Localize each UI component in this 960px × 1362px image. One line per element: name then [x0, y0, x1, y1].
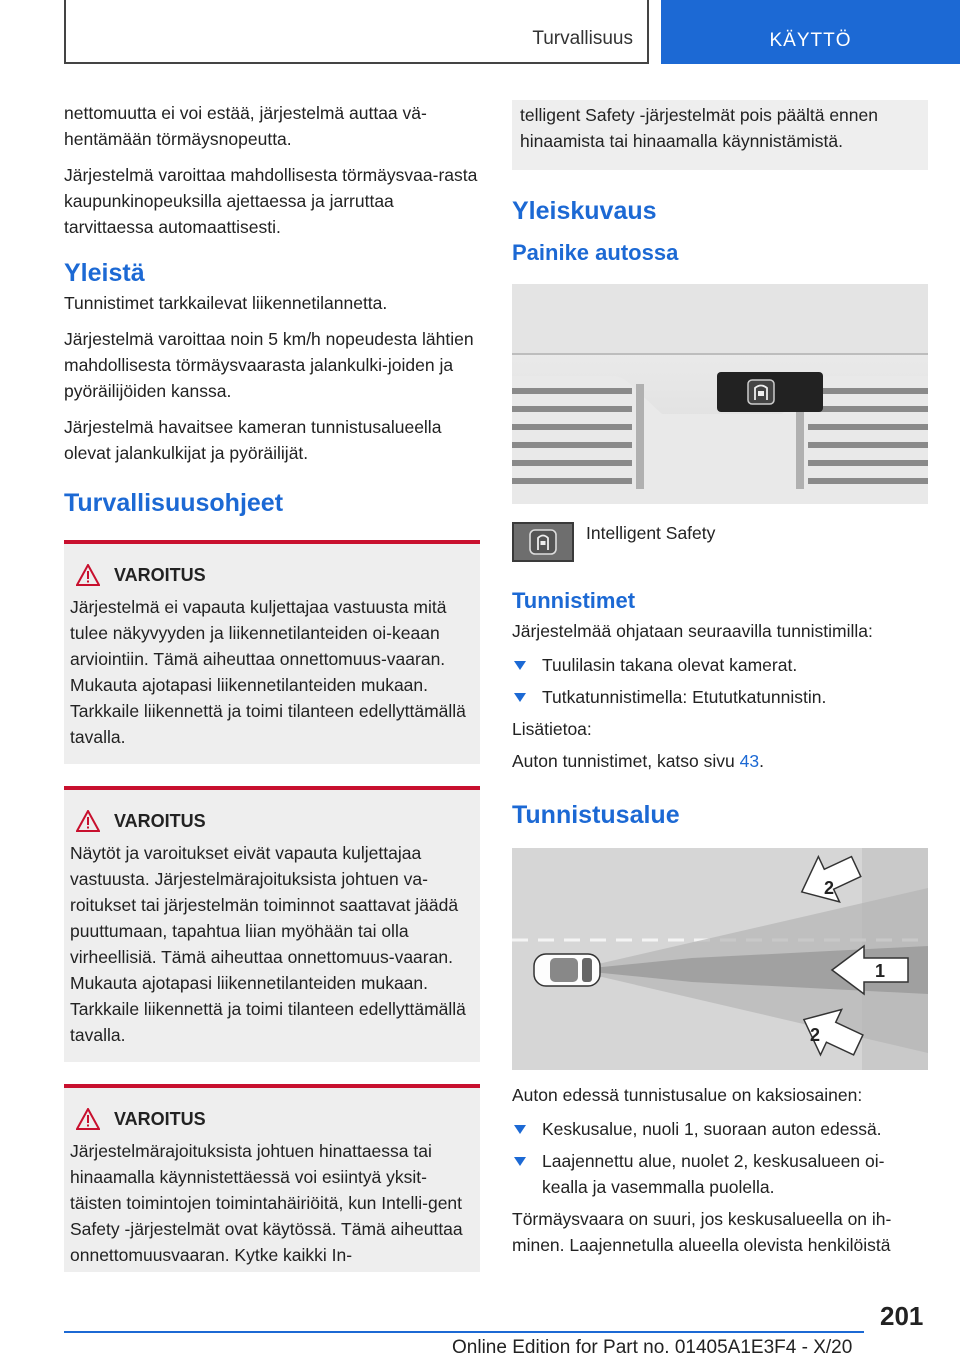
footer-edition: Online Edition for Part no. 01405A1E3F4 - X/20 — [452, 1337, 853, 1358]
warning-text: Järjestelmärajoituksista johtuen hinattaessa tai hinaamalla käynnistettäessä voi esiintyä yksit-täisten toimintojen toimintahäiriöitä, kun Intelli-gent Safety -järjestelmät ovat käytössä. Tämä aiheuttaa onnettomuusvaaran. Kytke kaikki In- — [70, 1141, 463, 1265]
button-caption: Intelligent Safety — [586, 523, 716, 543]
warning-continuation — [512, 100, 928, 170]
paragraph-reference: Auton tunnistimet, katso sivu 43. — [512, 751, 764, 771]
warning-triangle-icon — [76, 564, 100, 586]
warning-title: VAROITUS — [114, 1109, 206, 1129]
paragraph: Tunnistimet tarkkailevat liikennetilannetta. — [64, 293, 388, 313]
bullet-triangle-icon — [514, 661, 526, 670]
paragraph: telligent Safety -järjestelmät pois päältä ennen hinaamista tai hinaamalla käynnistämistä. — [520, 105, 878, 151]
paragraph: Järjestelmä varoittaa mahdollisesta törmäysvaa-rasta kaupunkinopeuksilla ajettaessa ja jarruttaa tarvittaessa automaattisesti. — [64, 165, 478, 237]
paragraph: Auton edessä tunnistusalue on kaksiosainen: — [512, 1085, 863, 1105]
heading-overview: Yleiskuvaus — [512, 197, 657, 225]
paragraph: Lisätietoa: — [512, 719, 592, 739]
bullet-triangle-icon — [514, 1125, 526, 1134]
bullet-triangle-icon — [514, 693, 526, 702]
header-section-box — [64, 0, 649, 64]
warning-box — [64, 1084, 480, 1272]
header-chapter-label: KÄYTTÖ — [769, 30, 852, 51]
heading-safety: Turvallisuusohjeet — [64, 489, 284, 517]
zone-list — [512, 1116, 928, 1200]
paragraph: Järjestelmä varoittaa noin 5 km/h nopeudesta lähtien mahdollisesta törmäysvaarasta jalankulki-joiden ja pyöräilijöiden kanssa. — [64, 329, 474, 401]
warning-text: Näytöt ja varoitukset eivät vapauta kuljettajaa vastuusta. Järjestelmärajoituksista johtuen va-roitukset tai järjestelmän toiminnot saattavat jäädä puuttumaan, tapahtua liian myöhään tai olla virheellisiä. Tämä aiheuttaa onnettomuus-vaaran. Mukauta ajotapasi liikennetilanteiden mukaan. Tarkkaile liikennettä ja toimi tilanteen edellyttämällä tavalla. — [70, 843, 466, 1045]
right-column — [512, 100, 928, 1268]
header-section-title: Turvallisuus — [532, 28, 633, 49]
footer-divider — [64, 1331, 864, 1333]
heading-zone: Tunnistusalue — [512, 801, 680, 829]
list-item: Laajennettu alue, nuolet 2, keskusalueen oi-kealla ja vasemmalla puolella. — [512, 1148, 928, 1200]
page-number: 201 — [880, 1301, 924, 1331]
header-chapter-tab[interactable] — [661, 0, 960, 64]
detection-zone-diagram — [512, 848, 928, 1070]
list-item: Tuulilasin takana olevat kamerat. — [512, 652, 928, 678]
bullet-triangle-icon — [514, 1157, 526, 1166]
list-item: Keskusalue, nuoli 1, suoraan auton edessä. — [512, 1116, 928, 1142]
heading-sensors: Tunnistimet — [512, 588, 636, 613]
button-caption-row — [512, 522, 928, 562]
intelligent-safety-button-icon — [512, 522, 574, 562]
warning-box — [64, 786, 480, 1062]
left-column — [64, 100, 480, 1272]
paragraph: Järjestelmä havaitsee kameran tunnistusalueella olevat jalankulkijat ja pyöräilijät. — [64, 417, 442, 463]
svg-text:2: 2 — [810, 1025, 821, 1045]
warning-triangle-icon — [76, 1108, 100, 1130]
heading-button: Painike autossa — [512, 240, 679, 265]
list-item: Tutkatunnistimella: Etututkatunnistin. — [512, 684, 928, 710]
page-link[interactable]: 43 — [739, 751, 760, 771]
warning-triangle-icon — [76, 810, 100, 832]
button-photo — [512, 284, 928, 504]
heading-general: Yleistä — [64, 259, 145, 287]
svg-text:2: 2 — [824, 878, 835, 898]
paragraph: nettomuutta ei voi estää, järjestelmä auttaa vä-hentämään törmäysnopeutta. — [64, 103, 427, 149]
svg-text:1: 1 — [875, 961, 886, 981]
warning-title: VAROITUS — [114, 565, 206, 585]
warning-title: VAROITUS — [114, 811, 206, 831]
sensor-list — [512, 652, 928, 710]
paragraph: Törmäysvaara on suuri, jos keskusalueella on ih-minen. Laajennetulla alueella olevista henkilöistä — [512, 1209, 892, 1255]
warning-box — [64, 540, 480, 764]
paragraph: Järjestelmää ohjataan seuraavilla tunnistimilla: — [512, 621, 873, 641]
warning-text: Järjestelmä ei vapauta kuljettajaa vastuusta mitä tulee näkyvyyden ja liikennetilanteiden oi-keaan arviointiin. Tämä aiheuttaa onnettomuus-vaaran. Mukauta ajotapasi liikennetilanteiden mukaan. Tarkkaile liikennettä ja toimi tilanteen edellyttämällä tavalla. — [70, 597, 466, 747]
